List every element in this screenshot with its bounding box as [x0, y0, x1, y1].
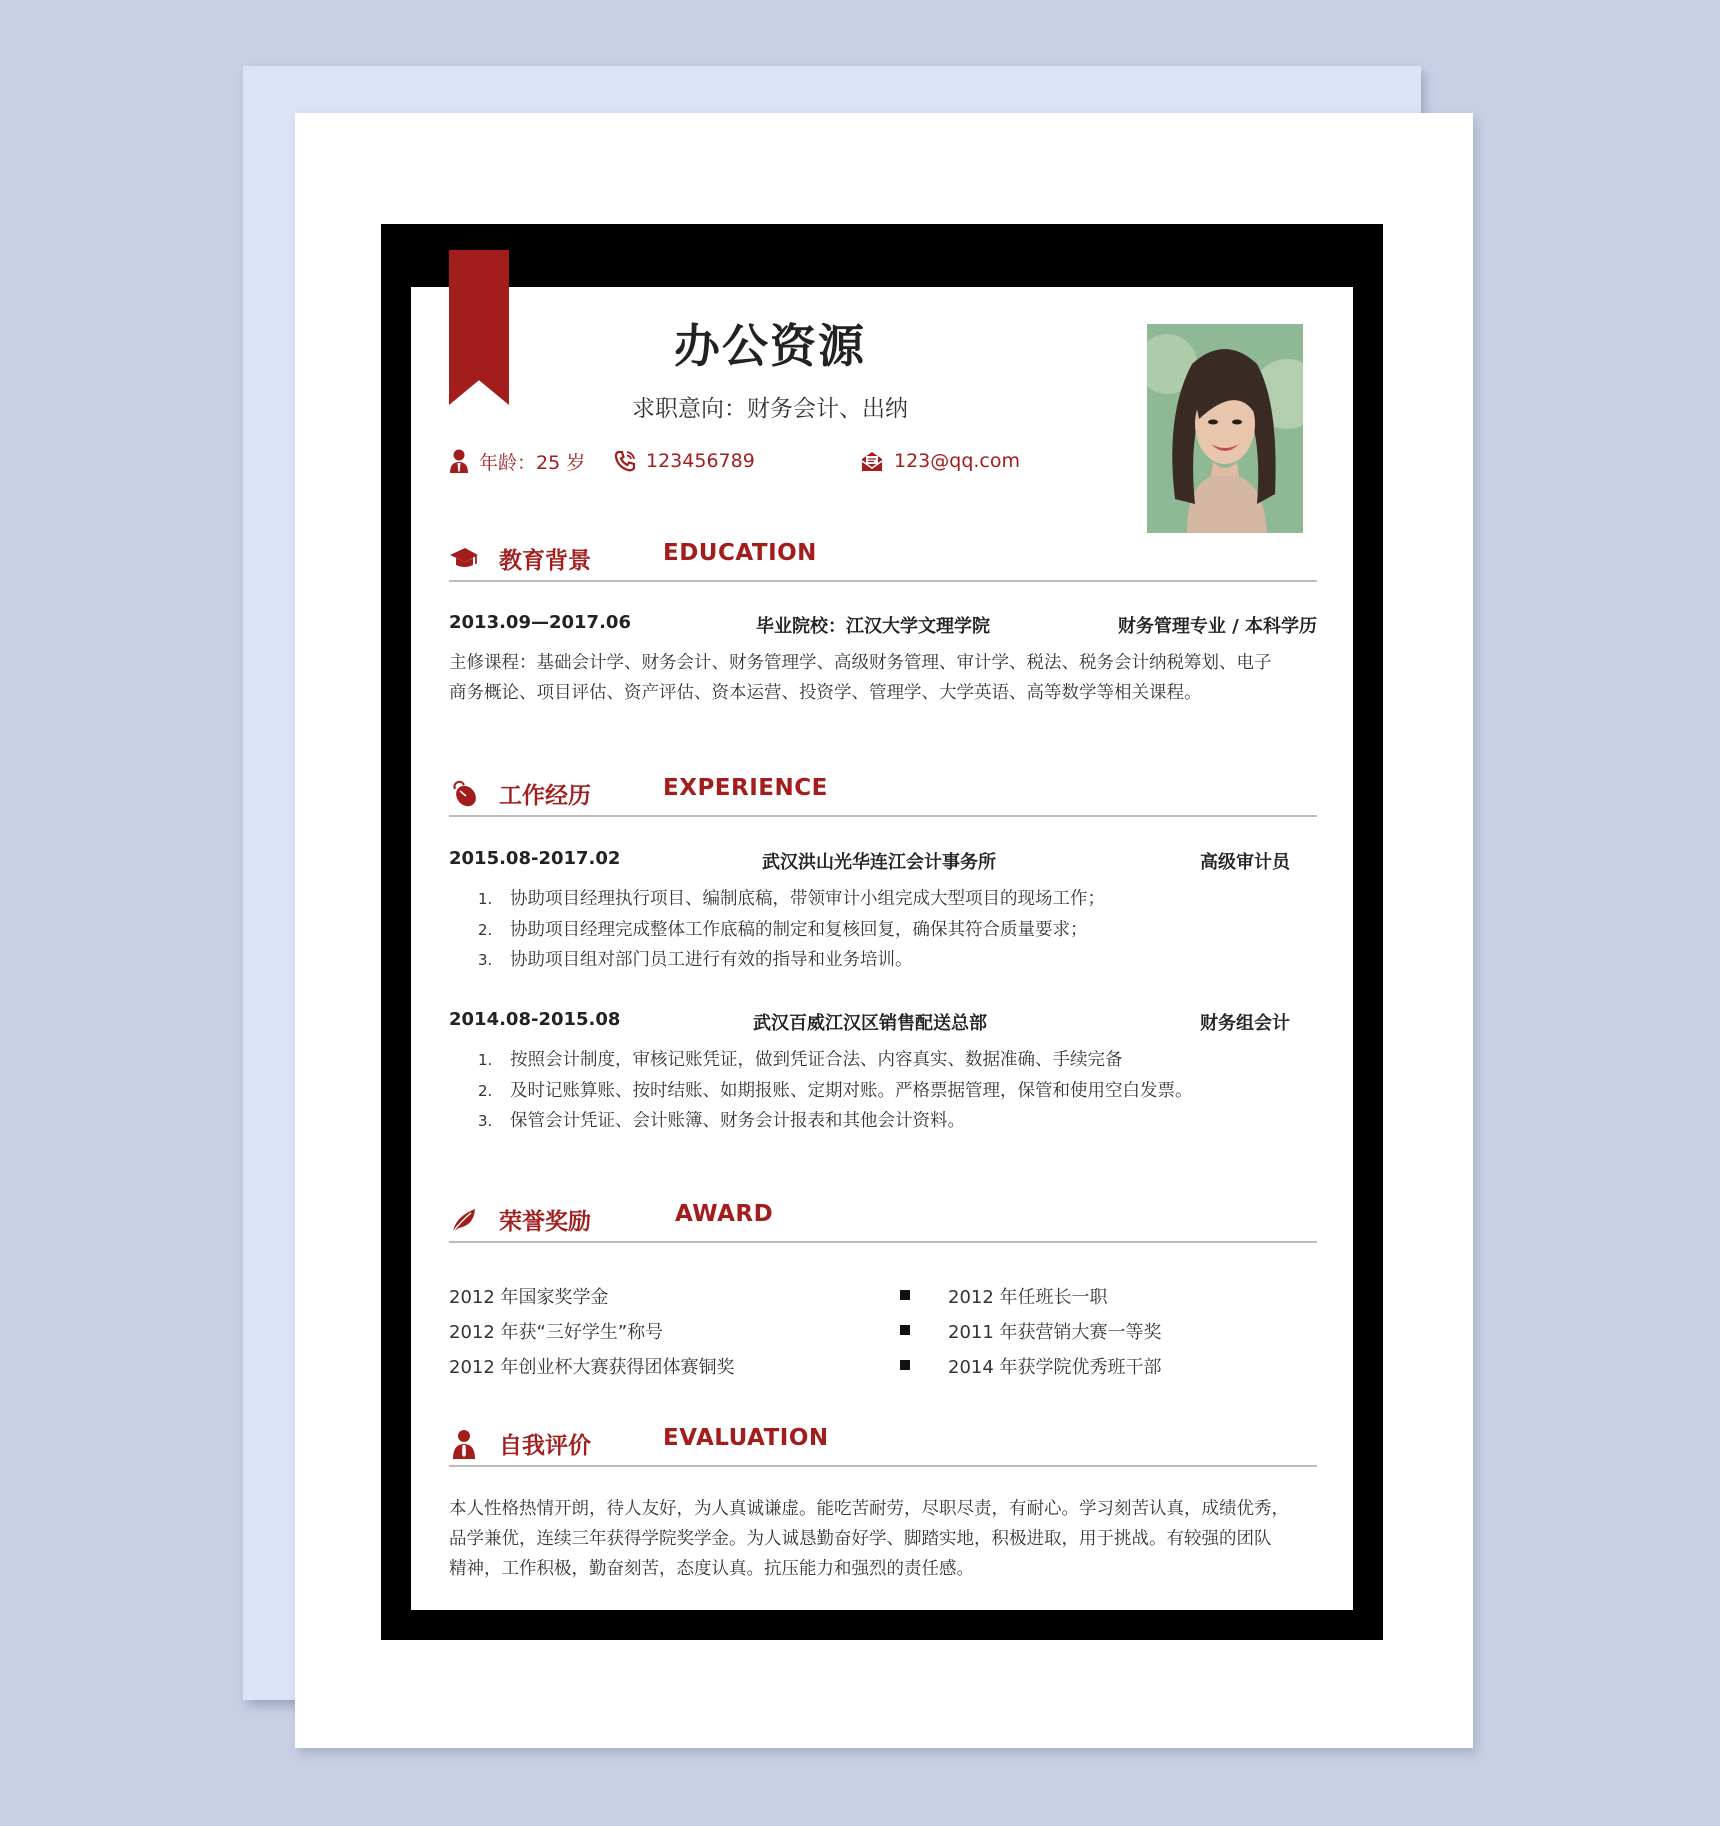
award-title-zh: 荣誉奖励	[499, 1209, 591, 1235]
job-company: 武汉百威江汉区销售配送总部	[753, 1013, 987, 1034]
award-item: 2012 年任班长一职	[948, 1287, 1108, 1308]
job-duties-list	[478, 884, 1105, 976]
person-tie-icon	[449, 1429, 479, 1459]
graduation-cap-icon	[449, 544, 479, 574]
award-item: 2014 年获学院优秀班干部	[948, 1357, 1162, 1378]
education-title-zh: 教育背景	[499, 548, 591, 574]
evaluation-line: 精神，工作积极，勤奋刻苦，态度认真。抗压能力和强烈的责任感。	[449, 1559, 974, 1579]
award-item: 2012 年国家奖学金	[449, 1287, 609, 1308]
job-company: 武汉洪山光华连江会计事务所	[762, 852, 996, 873]
evaluation-line: 品学兼优，连续三年获得学院奖学金。为人诚恳勤奋好学、脚踏实地，积极进取，用于挑战。有较强的团队	[449, 1529, 1272, 1549]
experience-title-en: EXPERIENCE	[663, 775, 828, 801]
award-item: 2012 年创业杯大赛获得团体赛铜奖	[449, 1357, 735, 1378]
candidate-name: 办公资源	[674, 319, 866, 373]
profile-photo	[1147, 324, 1303, 533]
mouse-icon	[449, 779, 479, 809]
envelope-icon	[860, 450, 884, 472]
list-item: 3. 保管会计凭证、会计账簿、财务会计报表和其他会计资料。	[478, 1111, 965, 1131]
age-text: 年龄：25 岁	[479, 451, 586, 474]
job-period: 2015.08-2017.02	[449, 848, 621, 869]
job-period: 2014.08-2015.08	[449, 1009, 621, 1030]
evaluation-title-zh: 自我评价	[499, 1433, 591, 1459]
education-courses-line: 商务概论、项目评估、资产评估、资本运营、投资学、管理学、大学英语、高等数学等相关课程。	[449, 683, 1202, 703]
award-section-header	[449, 1201, 1317, 1243]
self-evaluation-text	[449, 1494, 1321, 1584]
list-item: 1. 按照会计制度，审核记账凭证，做到凭证合法、内容真实、数据准确、手续完备	[478, 1050, 1123, 1070]
job-intention: 求职意向：财务会计、出纳	[632, 396, 908, 422]
experience-title-zh: 工作经历	[499, 783, 591, 809]
evaluation-section-header	[449, 1425, 1317, 1467]
evaluation-line: 本人性格热情开朗，待人友好，为人真诚谦虚。能吃苦耐劳，尽职尽责，有耐心。学习刻苦认真，成绩优秀，	[449, 1499, 1289, 1519]
experience-section-header	[449, 775, 1317, 817]
list-item: 1. 协助项目经理执行项目、编制底稿，带领审计小组完成大型项目的现场工作；	[478, 889, 1105, 909]
list-item: 3. 协助项目组对部门员工进行有效的指导和业务培训。	[478, 950, 913, 970]
job-position: 财务组会计	[1200, 1013, 1290, 1034]
education-title-en: EDUCATION	[663, 540, 817, 566]
job-duties-list	[478, 1045, 1193, 1137]
person-icon	[449, 449, 469, 473]
leaf-icon	[449, 1205, 479, 1235]
phone-icon	[614, 450, 636, 472]
education-section-header	[449, 540, 1317, 582]
contact-phone	[614, 447, 755, 475]
education-school: 毕业院校：江汉大学文理学院	[756, 616, 990, 637]
award-title-en: AWARD	[675, 1201, 774, 1227]
bullet-marker	[900, 1325, 910, 1335]
job-position: 高级审计员	[1200, 852, 1290, 873]
list-item: 2. 及时记账算账、按时结账、如期报账、定期对账。严格票据管理，保管和使用空白发票。	[478, 1080, 1193, 1101]
education-courses	[449, 648, 1321, 708]
evaluation-title-en: EVALUATION	[663, 1425, 829, 1451]
contact-email	[860, 447, 1020, 475]
education-row	[449, 612, 1317, 638]
award-item: 2011 年获营销大赛一等奖	[948, 1322, 1162, 1343]
job-row	[449, 848, 1317, 874]
list-item: 2. 协助项目经理完成整体工作底稿的制定和复核回复，确保其符合质量要求；	[478, 919, 1088, 940]
job-row	[449, 1009, 1317, 1035]
education-courses-line: 主修课程：基础会计学、财务会计、财务管理学、高级财务管理、审计学、税法、税务会计纳税筹划、电子	[449, 653, 1272, 673]
award-item: 2012 年获“三好学生”称号	[449, 1322, 664, 1343]
education-period: 2013.09—2017.06	[449, 612, 631, 633]
education-major: 财务管理专业 / 本科学历	[1117, 616, 1317, 637]
contact-age	[449, 447, 585, 475]
phone-text: 123456789	[646, 450, 755, 472]
email-text: 123@qq.com	[894, 450, 1021, 472]
bullet-marker	[900, 1290, 910, 1300]
bullet-marker	[900, 1360, 910, 1370]
